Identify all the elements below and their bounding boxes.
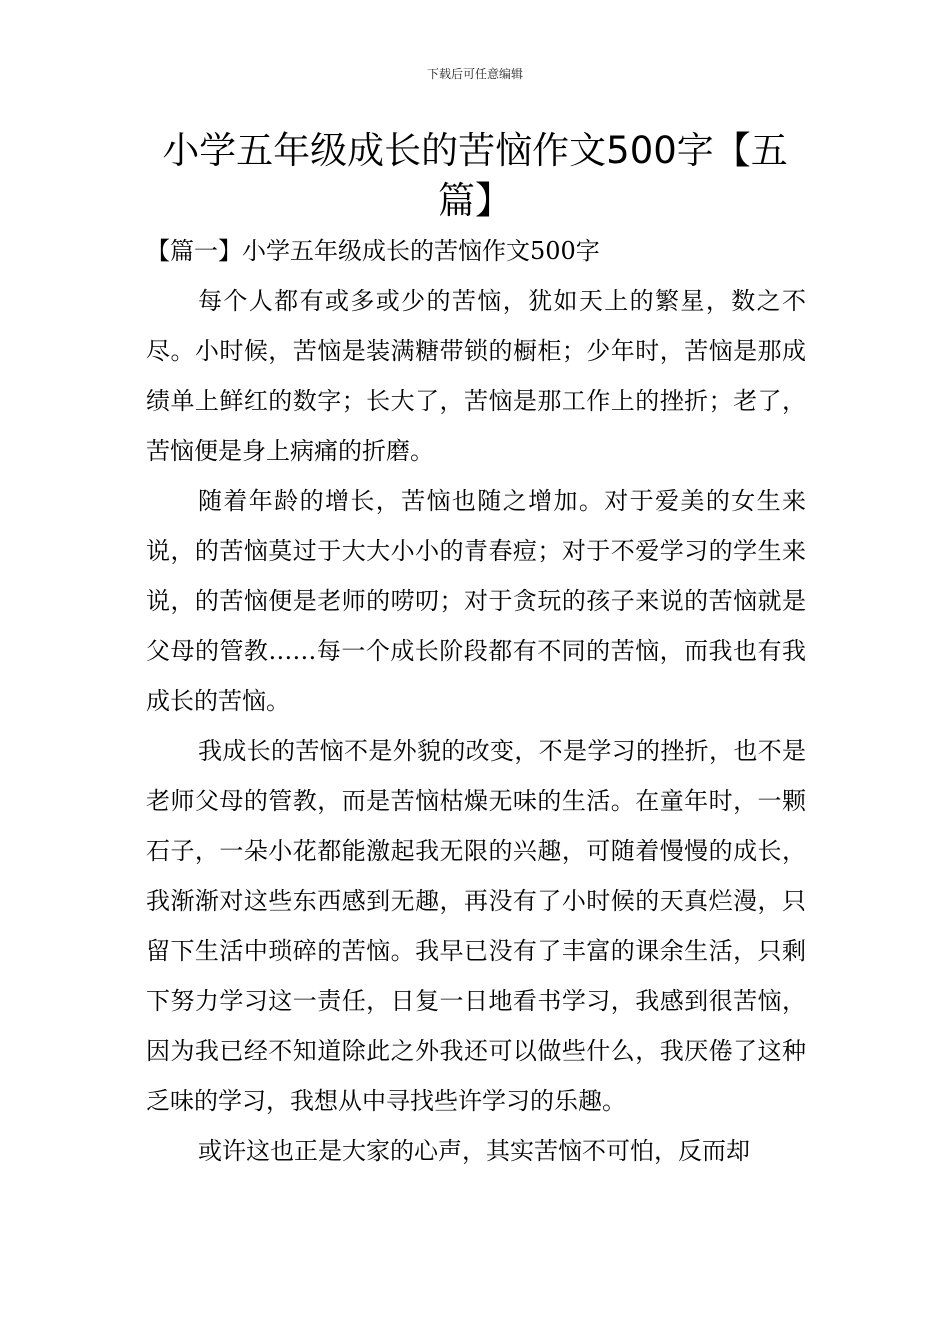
paragraph-3: 我成长的苦恼不是外貌的改变，不是学习的挫折，也不是老师父母的管教，而是苦恼枯燥无味的生活。在童年时，一颗石子，一朵小花都能激起我无限的兴趣，可随着慢慢的成长，我渐渐对这些东西感到无趣，再没有了小时候的天真烂漫，只留下生活中琐碎的苦恼。我早已没有了丰富的课余生活，只剩下努力学习这一责任，日复一日地看书学习，我感到很苦恼，因为我已经不知道除此之外我还可以做些什么，我厌倦了这种乏味的学习，我想从中寻找些许学习的乐趣。: [146, 737, 806, 1115]
section-heading: 【篇一】小学五年级成长的苦恼作文500字: [146, 237, 600, 265]
paragraph-4: 或许这也正是大家的心声，其实苦恼不可怕，反而却: [198, 1137, 750, 1165]
header-note: 下载后可任意编辑: [426, 67, 523, 81]
paragraph-1: 每个人都有或多或少的苦恼，犹如天上的繁星，数之不尽。小时候，苦恼是装满糖带锁的橱柜；少年时，苦恼是那成绩单上鲜红的数字；长大了，苦恼是那工作上的挫折；老了，苦恼便是身上病痛的折磨。: [146, 287, 806, 465]
paragraph-2: 随着年龄的增长，苦恼也随之增加。对于爱美的女生来说，的苦恼莫过于大大小小的青春痘；对于不爱学习的学生来说，的苦恼便是老师的唠叨；对于贪玩的孩子来说的苦恼就是父母的管教……每一个成长阶段都有不同的苦恼，而我也有我成长的苦恼。: [146, 487, 806, 715]
document-title: 小学五年级成长的苦恼作文500字【五篇】: [162, 129, 788, 222]
document-body: [146, 226, 806, 1176]
